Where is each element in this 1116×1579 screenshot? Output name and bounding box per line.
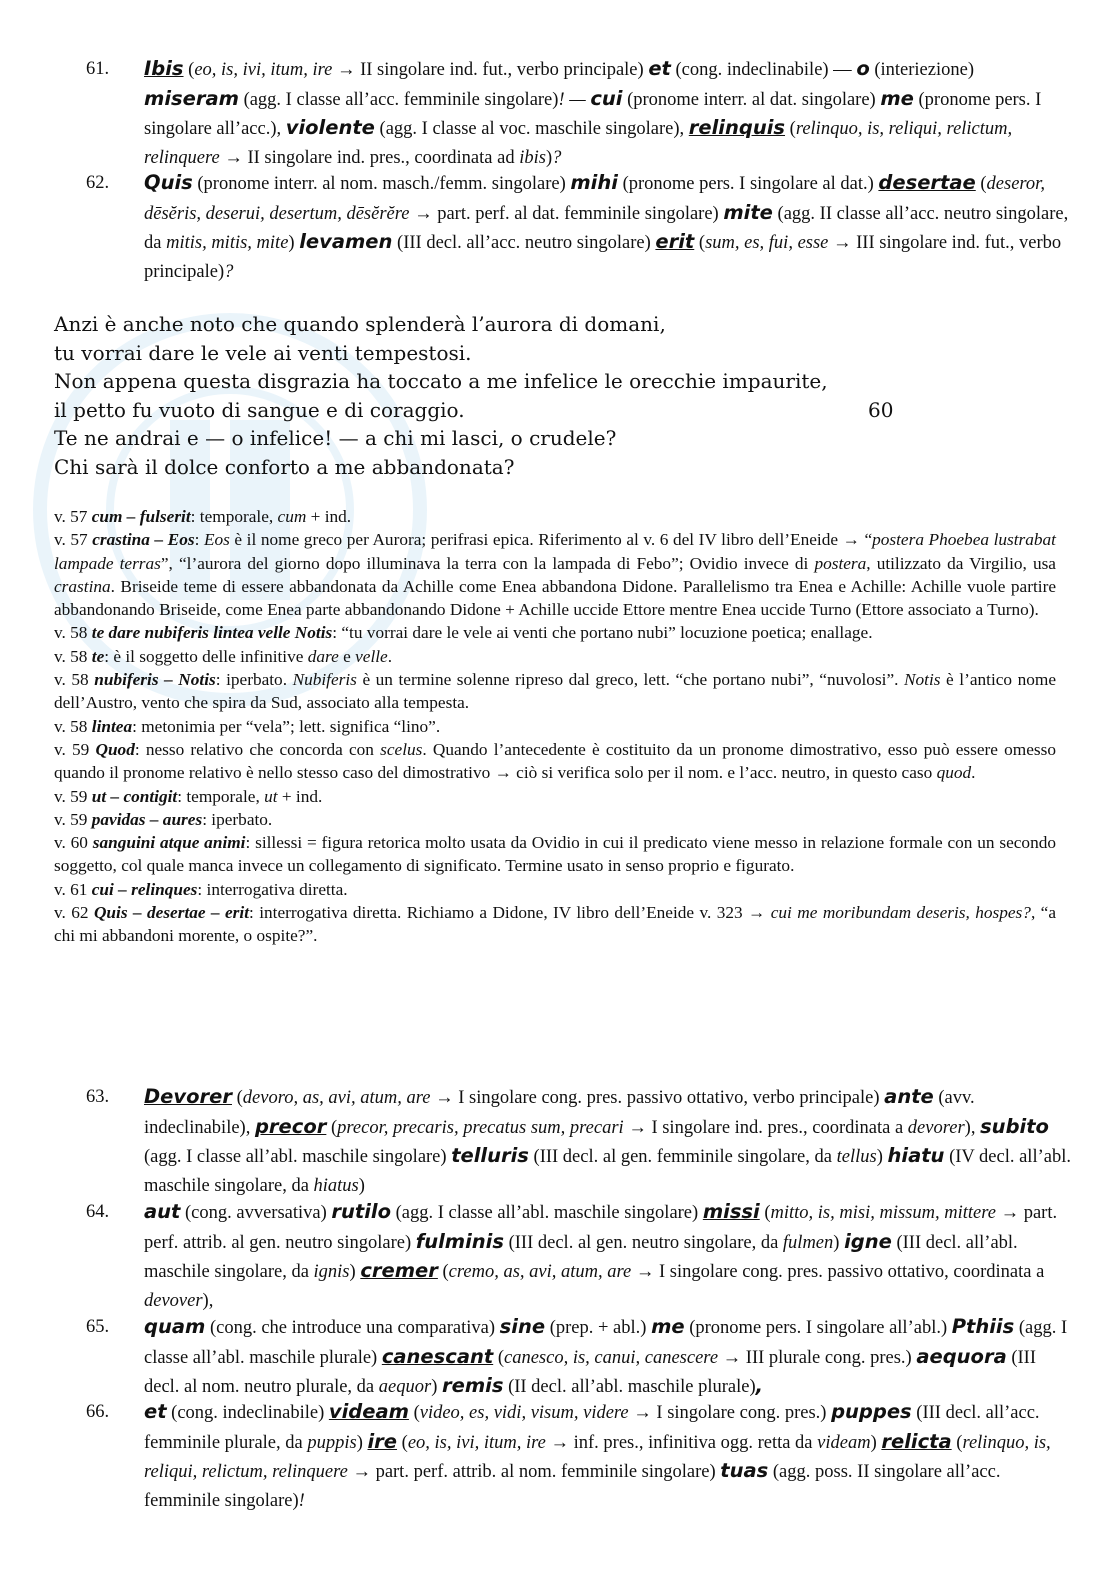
verse-number: 65.	[86, 1317, 110, 1337]
text-run: (III decl. al gen. femminile singolare, da	[528, 1147, 837, 1168]
text-run: cui me moribundam deseris, hospes?	[770, 903, 1031, 923]
analysis-item	[86, 169, 1071, 286]
analysis-item	[86, 1313, 1071, 1402]
text-run: e	[338, 646, 356, 666]
text-run: )	[870, 1432, 882, 1453]
text-run: dare	[307, 646, 339, 666]
text-run: .	[387, 646, 393, 666]
latin-word: missi	[702, 1200, 760, 1223]
latin-word: cremer	[360, 1259, 438, 1283]
text-run: hiatus	[313, 1175, 359, 1196]
latin-word: erit	[655, 230, 695, 254]
latin-word: subito	[980, 1114, 1049, 1138]
text-run: → part. perf. al dat. femminile singolare)	[409, 203, 724, 224]
translation-text: Anzi è anche noto che quando splenderà l’aurora di domani,	[54, 312, 666, 336]
latin-word: quam	[144, 1315, 206, 1338]
text-run: (IV decl. all’abl. maschile singolare, da	[144, 1147, 1071, 1196]
latin-word: tuas	[720, 1459, 769, 1483]
text-run: (	[437, 1262, 449, 1283]
note-line	[54, 738, 1056, 785]
latin-word: Devorer	[144, 1085, 232, 1108]
text-run: (agg. I classe all’abl. maschile singolare)	[144, 1147, 452, 1168]
translation-text: Te ne andrai e — o infelice! — a chi mi lasci, o crudele?	[54, 426, 617, 450]
note-line	[54, 621, 1056, 644]
text-run: mitis, mitis, mite	[166, 233, 289, 254]
latin-word: remis	[441, 1374, 504, 1398]
text-run: postera	[814, 553, 867, 573]
text-run: è il nome greco per Aurora; perifrasi epica. Riferimento al v. 6 del IV libro dell’Eneide → “	[229, 530, 873, 550]
latin-word: ire	[367, 1429, 398, 1453]
latin-word: relicta	[881, 1429, 952, 1453]
latin-word: telluris	[451, 1144, 529, 1168]
text-run: (avv. indeclinabile),	[144, 1088, 975, 1138]
text-run: v. 58	[54, 716, 92, 736]
text-run: (cong. avversativa)	[180, 1203, 332, 1223]
verse-number: 64.	[86, 1202, 110, 1222]
text-run: (pronome pers. I singolare all’abl.)	[684, 1318, 952, 1338]
text-run: → II singolare ind. fut., verbo principale)	[332, 60, 649, 80]
verse-number: 63.	[86, 1087, 110, 1107]
text-run: (	[951, 1432, 963, 1453]
text-run: cremo, as, avi, atum, are	[448, 1262, 632, 1283]
text-run: v. 59	[54, 809, 92, 829]
text-run: tellus	[836, 1147, 877, 1168]
note-line	[54, 785, 1056, 808]
text-run: sum, es, fui, esse	[705, 233, 829, 254]
note-line	[54, 505, 1056, 528]
text-run: puppis	[307, 1432, 357, 1453]
text-run: (	[397, 1432, 408, 1453]
text-run: nubiferis – Notis	[94, 670, 216, 690]
text-run: + ind.	[306, 507, 352, 526]
text-run: . Quando l’antecedente è costituito da un pronome dimostrativo, esso può essere omesso quando il pronome relativo è nello stesso caso del dimostrativo → ciò si verifica solo per il nom. e l’acc. neutro, in questo caso	[54, 739, 1056, 783]
text-run: (cong. indeclinabile)	[166, 1403, 329, 1423]
text-run: )	[431, 1377, 442, 1398]
text-run: ?	[552, 147, 562, 168]
text-run: (	[326, 1117, 338, 1138]
text-run: v. 58	[54, 623, 92, 643]
text-run: scelus	[380, 739, 423, 759]
text-run: v. 60	[54, 833, 93, 853]
latin-word: cui	[590, 86, 623, 110]
latin-word: levamen	[299, 230, 393, 254]
latin-word: o	[856, 57, 870, 80]
latin-word: me	[651, 1315, 685, 1338]
text-run: cum – fulserit	[91, 507, 191, 526]
analysis-item	[86, 55, 1071, 172]
text-run: (pronome pers. I singolare all’acc.),	[144, 89, 1042, 140]
latin-word: et	[648, 57, 671, 80]
analysis-text	[144, 55, 1071, 172]
text-run: ! —	[558, 89, 591, 110]
text-run: : iperbato.	[215, 670, 293, 690]
text-run: mitto, is, misi, missum, mittere	[770, 1203, 996, 1223]
verse-number: 66.	[86, 1402, 110, 1422]
text-run: devorer	[907, 1117, 965, 1138]
text-run: cum	[277, 507, 307, 526]
analysis-text	[144, 1398, 1071, 1515]
line-number: 60	[868, 397, 894, 422]
text-run: (	[231, 1088, 243, 1108]
text-run: v. 57	[54, 530, 93, 550]
text-run: (III decl. al gen. neutro singolare, da	[503, 1232, 783, 1253]
latin-word: Ibis	[144, 57, 184, 80]
text-run: ),	[964, 1117, 981, 1138]
text-run: )	[356, 1432, 368, 1453]
text-run: v. 58	[54, 646, 92, 666]
text-run: è l’antico nome dell’Austro, vento che spira da Sud, associato alla tempesta.	[54, 670, 1056, 713]
text-run: (cong. indeclinabile) —	[670, 60, 857, 80]
analysis-item	[86, 1083, 1071, 1200]
text-run: (	[493, 1347, 504, 1368]
text-run: crastina – Eos	[92, 530, 195, 550]
text-run: relinquo, is, reliqui, relictum, relinquere	[144, 119, 1013, 168]
text-run: ibis	[519, 147, 546, 168]
text-run: ut – contigit	[91, 786, 178, 806]
analysis-text	[144, 1083, 1071, 1200]
text-run: )	[358, 1175, 365, 1196]
text-run: ignis	[313, 1262, 350, 1283]
text-run: (	[183, 60, 195, 80]
latin-word: et	[144, 1400, 167, 1423]
translation-line	[54, 396, 934, 425]
text-run: → I singolare cong. pres.)	[628, 1403, 832, 1423]
text-run: v. 59	[54, 786, 92, 806]
text-run: (cong. che introduce una comparativa)	[205, 1318, 500, 1338]
text-run: videam	[817, 1432, 871, 1453]
latin-word: puppes	[831, 1400, 912, 1423]
analysis-item	[86, 1198, 1071, 1315]
text-run: Quod	[95, 739, 135, 759]
text-run: è un termine solenne ripreso dal greco, lett. “che portano nubi”, “nuvolosi”.	[356, 670, 905, 690]
text-run: : nesso relativo che concorda con	[134, 739, 381, 759]
text-run: sanguini atque animi	[92, 833, 246, 853]
latin-word: precor	[254, 1114, 327, 1138]
text-run: )	[833, 1232, 845, 1253]
note-line	[54, 901, 1056, 948]
text-run: aequor	[378, 1377, 432, 1398]
text-run: v. 61	[54, 879, 92, 899]
text-run: (agg. I classe all’abl. maschile singolare)	[391, 1203, 703, 1223]
analysis-text	[144, 169, 1071, 286]
text-run: : “tu vorrai dare le vele ai venti che portano nubi” locuzione poetica; enallage.	[332, 623, 873, 643]
latin-word: ,	[755, 1374, 764, 1398]
text-run: )	[876, 1147, 888, 1168]
text-run: .	[971, 763, 976, 783]
text-run: te	[91, 646, 105, 666]
text-run: quod	[936, 763, 972, 783]
text-run: : iperbato.	[202, 809, 273, 829]
text-run: : metonimia per “vela”; lett. significa “lino”.	[132, 716, 441, 736]
text-run: : è il soggetto delle infinitive	[104, 646, 308, 666]
latin-word: hiatu	[887, 1144, 945, 1168]
translation-text: Chi sarà il dolce conforto a me abbandonata?	[54, 454, 515, 479]
translation-line	[54, 339, 934, 368]
latin-word: mite	[723, 200, 773, 224]
text-run: precor, precaris, precatus sum, precari	[337, 1117, 624, 1138]
analysis-text	[144, 1313, 1071, 1402]
text-run: v. 58	[54, 670, 95, 690]
translation-text: tu vorrai dare le vele ai venti tempestosi.	[54, 340, 472, 365]
text-run: v. 57	[54, 507, 92, 526]
text-run: devover	[144, 1290, 203, 1311]
text-run: (III decl. al nom. neutro plurale, da	[144, 1347, 1037, 1398]
note-line	[54, 878, 1056, 901]
text-run: fulmen	[782, 1232, 834, 1253]
translation-line	[54, 453, 934, 482]
latin-word: sine	[499, 1315, 546, 1338]
text-run: ?	[224, 261, 234, 282]
text-run: → I singolare ind. pres., coordinata a	[623, 1117, 908, 1138]
latin-word: canescant	[381, 1344, 494, 1368]
text-run: → inf. pres., infinitiva ogg. retta da	[545, 1432, 818, 1453]
latin-word: Pthiis	[951, 1315, 1015, 1338]
text-run: (	[408, 1403, 420, 1423]
note-line	[54, 668, 1056, 715]
latin-word: videam	[328, 1400, 409, 1423]
text-run: (III decl. all’acc. femminile plurale, da	[144, 1403, 1040, 1453]
latin-word: aut	[144, 1200, 181, 1223]
text-run: eo, is, ivi, itum, ire	[407, 1432, 546, 1453]
text-run: relinquo, is, reliqui, relictum, relinquere	[144, 1432, 1051, 1483]
note-line	[54, 715, 1056, 738]
text-run: video, es, vidi, visum, videre	[419, 1403, 629, 1423]
text-run: → III singolare ind. fut., verbo principale)	[144, 233, 1062, 282]
text-run: te dare nubiferis lintea velle Notis	[91, 623, 333, 643]
translation-line	[54, 310, 934, 339]
translation-line	[54, 424, 934, 453]
text-run: v. 59	[54, 739, 96, 759]
text-run: ),	[202, 1290, 214, 1311]
text-run: (pronome interr. al dat. singolare)	[622, 89, 881, 110]
latin-word: me	[880, 86, 914, 110]
latin-word: Quis	[144, 171, 193, 194]
text-run: (III decl. all’abl. maschile singolare, da	[144, 1232, 1018, 1283]
verse-number: 62.	[86, 173, 110, 193]
text-run: (agg. I classe all’abl. maschile plurale)	[144, 1318, 1068, 1368]
latin-word: aequora	[916, 1344, 1007, 1368]
note-line	[54, 831, 1056, 878]
text-run: : interrogativa diretta.	[197, 879, 348, 899]
text-run: Quis – desertae – erit	[93, 903, 250, 923]
latin-word: igne	[844, 1229, 892, 1253]
text-run: !	[298, 1490, 305, 1511]
text-run: (	[759, 1203, 771, 1223]
text-run: (interiezione)	[869, 60, 974, 80]
latin-word: rutilo	[331, 1200, 391, 1223]
text-run: canesco, is, canui, canescere	[503, 1347, 719, 1368]
text-run: (	[694, 233, 706, 254]
text-run: eo, is, ivi, itum, ire	[194, 60, 333, 80]
text-run: (III decl. all’acc. neutro singolare)	[392, 233, 656, 254]
translation-text: il petto fu vuoto di sangue e di coraggio.	[54, 397, 465, 422]
text-run: → III plurale cong. pres.)	[718, 1347, 917, 1368]
text-run: → II singolare ind. pres., coordinata ad	[219, 147, 520, 168]
text-run: (pronome pers. I singolare al dat.)	[617, 174, 879, 194]
text-run: lintea	[91, 716, 133, 736]
text-run: → part. perf. attrib. al nom. femminile singolare)	[347, 1462, 721, 1483]
text-run: → I singolare cong. pres. passivo ottativo, coordinata a	[631, 1262, 1045, 1283]
text-run: ”, “l’aurora del giorno dopo illuminava la terra con la lampada di Febo”; Ovidio invece di	[160, 553, 815, 573]
text-run: crastina	[54, 576, 111, 596]
text-run: )	[349, 1262, 361, 1283]
text-run: postera Phoebea lustrabat lampade terras	[54, 530, 1056, 573]
latin-word: fulminis	[415, 1229, 504, 1253]
analysis-item	[86, 1398, 1071, 1515]
note-line	[54, 528, 1056, 621]
note-line	[54, 645, 1056, 668]
latin-word: violente	[285, 116, 375, 140]
text-run: : sillessi = figura retorica molto usata da Ovidio in cui il predicato viene messo in relazione formale con un secondo soggetto, col quale manca invece un collegamento di significato. Termine usato in senso proprio e figurato.	[54, 833, 1056, 876]
text-run: (prep. + abl.)	[545, 1318, 652, 1338]
text-run: cui – relinques	[91, 879, 198, 899]
notes-block	[54, 505, 1056, 948]
text-run: (agg. I classe all’acc. femminile singolare)	[238, 89, 559, 110]
text-run: : interrogativa diretta. Richiamo a Didone, IV libro dell’Eneide v. 323 →	[249, 903, 771, 923]
text-run: devoro, as, avi, atum, are	[242, 1088, 431, 1108]
text-run: Nubiferis	[292, 670, 357, 690]
translation-block	[54, 310, 934, 481]
latin-word: desertae	[878, 171, 976, 194]
text-run: pavidas – aures	[91, 809, 203, 829]
text-run: . Briseide teme di essere abbandonata da Achille come Enea abbandona Didone. Parallelismo tra Enea e Achille: Achille vuole partire abbandonando Briseide, come Enea parte abbandonando Didone + Achille uccide Ettore mentre Enea uccide Turno (Ettore associato a Turno).	[54, 576, 1056, 620]
text-run: → part. perf. attrib. al gen. neutro singolare)	[144, 1203, 1058, 1253]
text-run: : temporale,	[190, 507, 278, 526]
text-run: (II decl. all’abl. maschile plurale)	[503, 1377, 756, 1398]
text-run: (	[975, 174, 987, 194]
translation-line	[54, 367, 934, 396]
text-run: (agg. II classe all’acc. neutro singolare, da	[144, 203, 1069, 254]
text-run: (pronome interr. al nom. masch./femm. singolare)	[192, 174, 571, 194]
latin-word: ante	[884, 1085, 934, 1108]
text-run: Notis	[904, 670, 941, 690]
text-run: )	[545, 147, 553, 168]
text-run: , “a chi mi abbandoni morente, o ospite?”.	[54, 903, 1057, 946]
latin-word: mihi	[570, 171, 618, 194]
text-run: (agg. I classe al voc. maschile singolare),	[374, 119, 689, 140]
text-run: velle	[355, 646, 388, 666]
latin-word: miseram	[144, 86, 239, 110]
text-run: (	[785, 119, 796, 140]
text-run: : temporale,	[177, 786, 265, 806]
text-run: v. 62	[54, 903, 94, 923]
translation-text: Non appena questa disgrazia ha toccato a me infelice le orecchie impaurite,	[54, 369, 828, 393]
analysis-text	[144, 1198, 1071, 1315]
text-run: ut	[264, 786, 278, 806]
text-run: :	[194, 530, 204, 550]
latin-word: relinquis	[688, 116, 786, 140]
text-run: Eos	[203, 530, 230, 550]
text-run: (agg. poss. II singolare all’acc. femminile singolare)	[144, 1462, 1001, 1511]
text-run: , utilizzato da Virgilio, usa	[866, 553, 1056, 573]
note-line	[54, 808, 1056, 831]
text-run: )	[288, 233, 300, 254]
text-run: + ind.	[277, 786, 323, 806]
verse-number: 61.	[86, 59, 110, 79]
text-run: deseror, dēsĕris, deserui, desertum, dēsĕrĕre	[144, 174, 1045, 224]
text-run: → I singolare cong. pres. passivo ottativo, verbo principale)	[430, 1088, 885, 1108]
